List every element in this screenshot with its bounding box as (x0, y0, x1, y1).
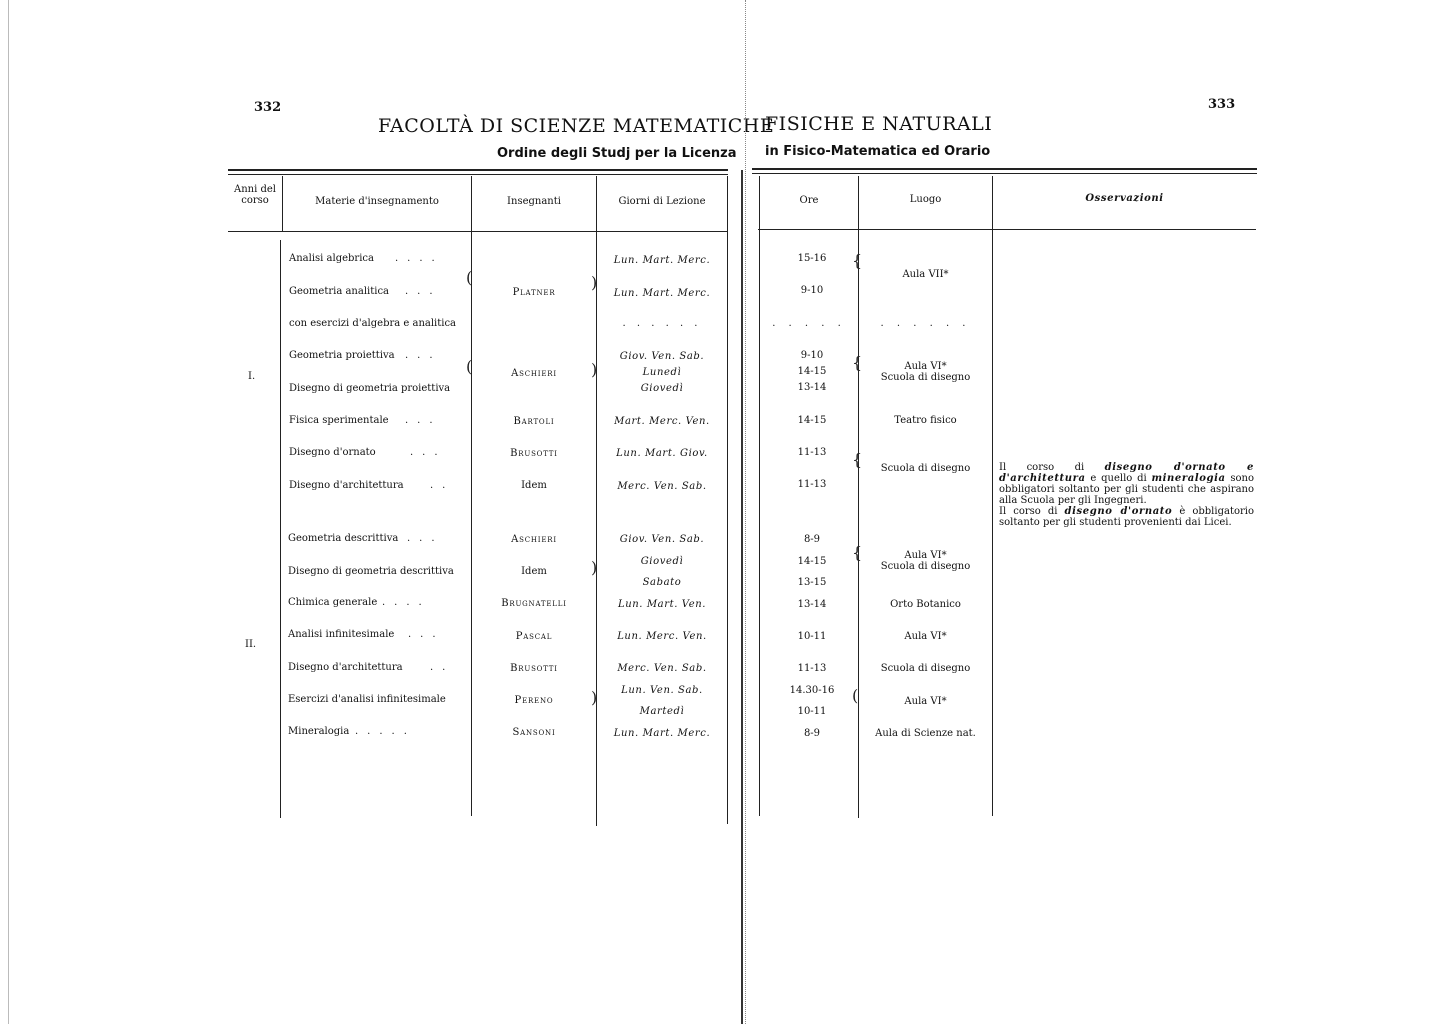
brace-icon: { (852, 450, 863, 469)
header-rule-right (758, 229, 1256, 230)
top-rule-right (752, 168, 1257, 170)
brace-icon: ( (466, 268, 473, 287)
insegnante-cell: Aschieri (511, 368, 557, 379)
luogo-cell: Scuola di disegno (880, 372, 971, 383)
luogo-cell: Teatro fisico (894, 415, 957, 426)
brace-icon: { (852, 251, 863, 270)
luogo-cell: Aula VI* (904, 361, 947, 372)
materia-row: Analisi infinitesimale (288, 629, 395, 640)
leader-dots: .. (430, 662, 455, 673)
ore-cell: 8-9 (803, 534, 821, 545)
luogo-cell: Scuola di disegno (880, 663, 971, 674)
giorni-cell: Giovedì (640, 383, 684, 394)
note-text: è obbligatorio soltanto per gli studenti provenienti dai Licei. (999, 506, 1254, 528)
leader-dots: ... (405, 350, 442, 361)
page-number-left: 332 (254, 100, 282, 115)
brace-icon: { (852, 543, 863, 562)
giorni-cell: Giovedì (640, 556, 684, 567)
header-osservazioni: Osservazioni (1085, 193, 1164, 204)
top-rule-right-thin (752, 173, 1257, 174)
ore-cell: 10-11 (797, 631, 827, 642)
top-rule-left-thin (228, 174, 728, 175)
leader-dots: .. (430, 480, 455, 491)
insegnante-cell: Brusotti (510, 448, 558, 459)
note-emphasis: disegno d'ornato (1064, 506, 1173, 517)
leader-dots: ... (405, 415, 442, 426)
ore-cell: 15-16 (797, 253, 827, 264)
materia-row: Geometria descrittiva (288, 533, 399, 544)
giorni-cell: Lun. Mart. Ven. (617, 599, 707, 610)
ore-cell: 13-15 (797, 577, 827, 588)
year-second: II. (245, 639, 257, 650)
insegnante-cell: Pereno (514, 695, 554, 706)
brace-icon: ) (591, 688, 598, 707)
note-text: Il corso di (999, 462, 1105, 473)
col-line-5 (759, 176, 760, 816)
insegnante-cell: Platner (512, 287, 556, 298)
giorni-cell: Merc. Ven. Sab. (617, 663, 707, 674)
materia-row: Disegno d'architettura (289, 480, 404, 491)
luogo-cell: Aula VI* (904, 696, 947, 707)
col-line-4 (727, 176, 728, 824)
materia-row: Fisica sperimentale (289, 415, 389, 426)
luogo-cell: Scuola di disegno (880, 561, 971, 572)
header-materie: Materie d'insegnamento (315, 196, 439, 207)
ore-cell: 11-13 (797, 479, 827, 490)
giorni-cell: Lun. Merc. Ven. (617, 631, 707, 642)
ore-cell: . . . . . (772, 318, 846, 329)
giorni-cell: Lun. Mart. Giov. (616, 448, 708, 459)
materia-row: Chimica generale (288, 597, 378, 608)
materia-row: Geometria proiettiva (289, 350, 395, 361)
leader-dots: ... (405, 286, 442, 297)
leader-dots: ... (407, 533, 444, 544)
left-scan-edge (8, 0, 9, 1024)
page-subtitle-left: Ordine degli Studj per la Licenza (497, 146, 737, 161)
note-emphasis: disegno d'ornato e d'architettura (999, 462, 1254, 484)
ore-cell: 9-10 (800, 285, 824, 296)
giorni-cell: Lunedì (642, 367, 682, 378)
luogo-cell: Aula di Scienze nat. (875, 728, 976, 739)
ore-cell: 13-14 (797, 382, 827, 393)
insegnante-cell: Aschieri (511, 534, 557, 545)
brace-icon: ) (591, 273, 598, 292)
page-title-right: FISICHE E NATURALI (765, 113, 993, 135)
leader-dots: .... (382, 597, 431, 608)
giorni-cell: Martedì (639, 706, 685, 717)
ore-cell: 13-14 (797, 599, 827, 610)
page-subtitle-right: in Fisico-Matematica ed Orario (765, 144, 991, 159)
top-rule-left (228, 169, 728, 171)
brace-icon: ) (591, 360, 598, 379)
materia-row: Esercizi d'analisi infinitesimale (288, 694, 446, 705)
giorni-cell: Lun. Mart. Merc. (613, 288, 711, 299)
leader-dots: ... (410, 447, 447, 458)
ore-cell: 11-13 (797, 663, 827, 674)
leader-dots: .... (395, 253, 444, 264)
materia-row: Analisi algebrica (289, 253, 374, 264)
insegnante-cell: Idem (521, 480, 547, 491)
osservazioni-note (999, 462, 1254, 528)
giorni-cell: Giov. Ven. Sab. (619, 534, 705, 545)
note-text: e quello di (1085, 473, 1152, 484)
col-line-1 (280, 240, 281, 818)
header-insegnanti: Insegnanti (507, 196, 561, 207)
insegnante-cell: Brugnatelli (501, 598, 567, 609)
giorni-cell: Mart. Merc. Ven. (614, 416, 710, 427)
header-ore: Ore (799, 195, 819, 206)
note-emphasis: mineralogia (1151, 473, 1226, 484)
insegnante-cell: Pascal (515, 631, 553, 642)
giorni-cell: Merc. Ven. Sab. (617, 481, 707, 492)
giorni-cell: Giov. Ven. Sab. (619, 351, 705, 362)
materia-row: Mineralogia (288, 726, 350, 737)
luogo-cell: Scuola di disegno (880, 463, 971, 474)
giorni-cell: Sabato (642, 577, 682, 588)
luogo-cell: Aula VI* (904, 550, 947, 561)
luogo-cell: Orto Botanico (890, 599, 961, 610)
brace-icon: ( (852, 686, 859, 705)
insegnante-cell: Bartoli (513, 416, 555, 427)
note-text: Il corso di (999, 506, 1065, 517)
header-anni: Anni del corso (234, 184, 276, 206)
header-rule-left (228, 231, 728, 232)
luogo-cell: Aula VI* (904, 631, 947, 642)
ore-cell: 14-15 (797, 366, 827, 377)
ore-cell: 14-15 (797, 415, 827, 426)
ore-cell: 11-13 (797, 447, 827, 458)
giorni-cell: Lun. Mart. Merc. (613, 255, 711, 266)
materia-row: Geometria analitica (289, 286, 390, 297)
giorni-cell: Lun. Mart. Merc. (613, 728, 711, 739)
ore-cell: 8-9 (803, 728, 821, 739)
note-text: sono obbligatori soltanto per gli studenti che aspirano alla Scuola per gli Ingegneri. (999, 473, 1254, 506)
materia-row: Disegno di geometria proiettiva (289, 383, 451, 394)
header-giorni: Giorni di Lezione (618, 196, 706, 207)
page-number-right: 333 (1208, 97, 1236, 112)
brace-icon: { (852, 353, 863, 372)
brace-icon: ( (466, 357, 473, 376)
book-spine (741, 170, 743, 1024)
giorni-cell: Lun. Ven. Sab. (621, 685, 703, 696)
ore-cell: 14-15 (797, 556, 827, 567)
insegnante-cell: Brusotti (510, 663, 558, 674)
brace-icon: ) (591, 558, 598, 577)
leader-dots: ... (408, 629, 445, 640)
page-title-left: FACOLTÀ DI SCIENZE MATEMATICHE (378, 115, 775, 137)
ore-cell: 9-10 (800, 350, 824, 361)
materia-row: Disegno d'architettura (288, 662, 403, 673)
leader-dots: ..... (355, 726, 416, 737)
col-line-7 (992, 176, 993, 816)
insegnante-cell: Sansoni (512, 727, 556, 738)
header-luogo: Luogo (909, 194, 942, 205)
luogo-cell: Aula VII* (902, 269, 949, 280)
materia-row: Disegno d'ornato (289, 447, 376, 458)
luogo-cell: . . . . . . (880, 318, 971, 329)
insegnante-cell: Idem (521, 566, 547, 577)
ore-cell: 14.30-16 (789, 685, 835, 696)
year-first: I. (248, 371, 256, 382)
materia-row: con esercizi d'algebra e analitica (289, 318, 457, 329)
giorni-cell: . . . . . . (622, 318, 702, 329)
ore-cell: 10-11 (797, 706, 827, 717)
spine-edge (745, 0, 746, 1024)
materia-row: Disegno di geometria descrittiva (288, 566, 454, 577)
